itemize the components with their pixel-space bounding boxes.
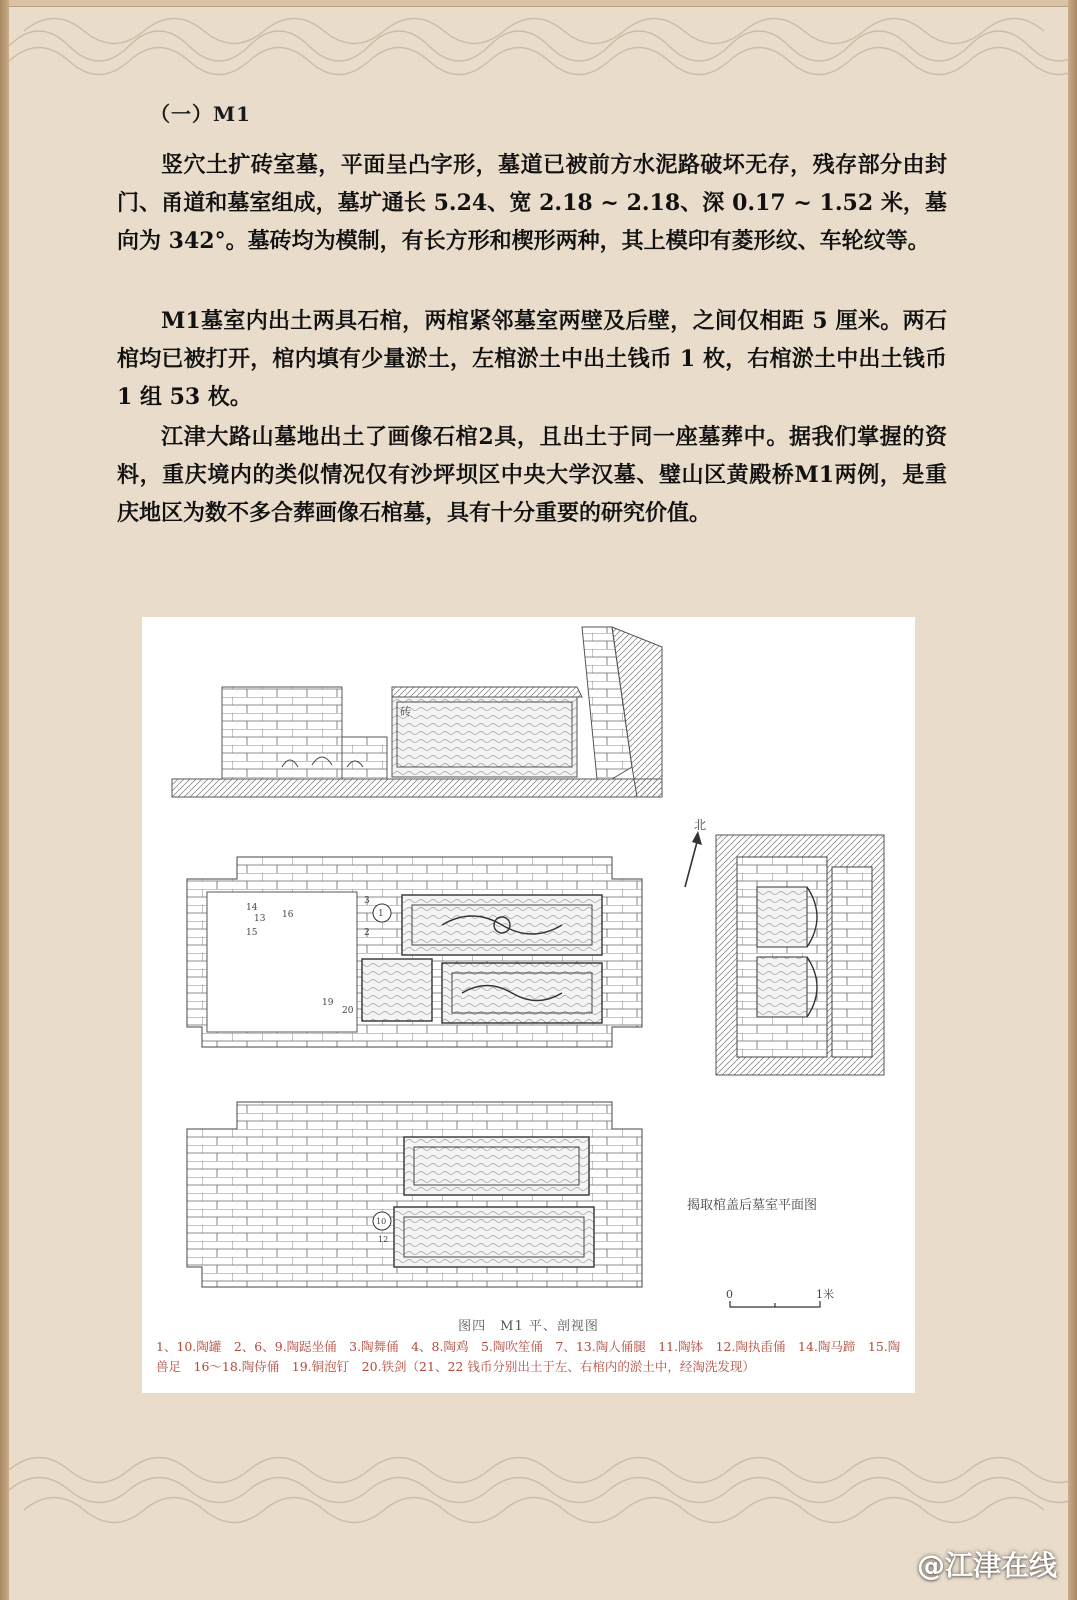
figure-subcaption: 揭取棺盖后墓室平面图 xyxy=(687,1198,818,1213)
item-number: 20 xyxy=(342,1006,354,1016)
item-number: 3 xyxy=(364,896,370,906)
plan-view xyxy=(187,857,642,1047)
tomb-drawing xyxy=(142,617,915,1317)
north-label: 北 xyxy=(694,818,707,832)
item-number: 13 xyxy=(254,914,266,924)
left-border xyxy=(0,0,9,1600)
item-number: 1 xyxy=(378,909,384,919)
paragraph-2: M1墓室内出土两具石棺，两棺紧邻墓室两壁及后壁，之间仅相距 5 厘米。两石棺均已被打开，棺内填有少量淤土，左棺淤土中出土钱币 1 枚，右棺淤土中出土钱币 1 组 53 枚。 xyxy=(117,308,947,410)
tomb-plan-figure xyxy=(142,617,915,1393)
item-number: 15 xyxy=(246,928,258,938)
side-elevation xyxy=(716,835,884,1075)
scale-zero: 0 xyxy=(726,1288,733,1301)
top-wave-decoration xyxy=(9,6,1068,76)
item-number: 2 xyxy=(364,928,370,938)
brick-label: 砖 xyxy=(400,705,411,718)
figure-caption: 图四 M1 平、剖视图 xyxy=(458,1319,599,1334)
section-view xyxy=(172,627,662,797)
right-border xyxy=(1068,0,1077,1600)
item-number: 19 xyxy=(322,998,334,1008)
paragraph-1: 竖穴土扩砖室墓，平面呈凸字形，墓道已被前方水泥路破坏无存，残存部分由封门、甬道和墓室组成，墓圹通长 5.24、宽 2.18 ~ 2.18、深 0.17 ~ 1.52 米，墓向为 342°。墓砖均为模制，有长方形和楔形两种，其上模印有菱形纹、车轮纹等。 xyxy=(117,152,947,254)
bottom-wave-decoration xyxy=(9,1440,1068,1530)
item-number: 16 xyxy=(282,910,294,920)
section-heading: （一）M1 xyxy=(150,102,252,126)
item-number: 12 xyxy=(378,1235,389,1244)
item-number: 14 xyxy=(246,903,258,913)
north-arrow-icon xyxy=(685,818,706,887)
paragraph-3: 江津大路山墓地出土了画像石棺2具，且出土于同一座墓葬中。据我们掌握的资料，重庆境内的类似情况仅有沙坪坝区中央大学汉墓、璧山区黄殿桥M1两例，是重庆地区为数不多合葬画像石棺墓，具有十分重要的研究价值。 xyxy=(117,424,947,526)
item-number: 10 xyxy=(376,1217,387,1226)
figure-legend: 1、10.陶罐 2、6、9.陶跽坐俑 3.陶舞俑 4、8.陶鸡 5.陶吹笙俑 7、13.陶人俑腿 11.陶钵 12.陶执臿俑 14.陶马蹄 15.陶兽足 16～18.陶侍俑 19.铜泡钉 20.铁剑（21、22 钱币分别出土于左、右棺内的淤土中，经淘洗发现） xyxy=(156,1339,901,1374)
watermark: @江津在线 xyxy=(916,1549,1057,1582)
lower-plan-view xyxy=(187,1102,817,1287)
scale-end: 1米 xyxy=(816,1288,834,1301)
scale-bar xyxy=(726,1287,834,1307)
